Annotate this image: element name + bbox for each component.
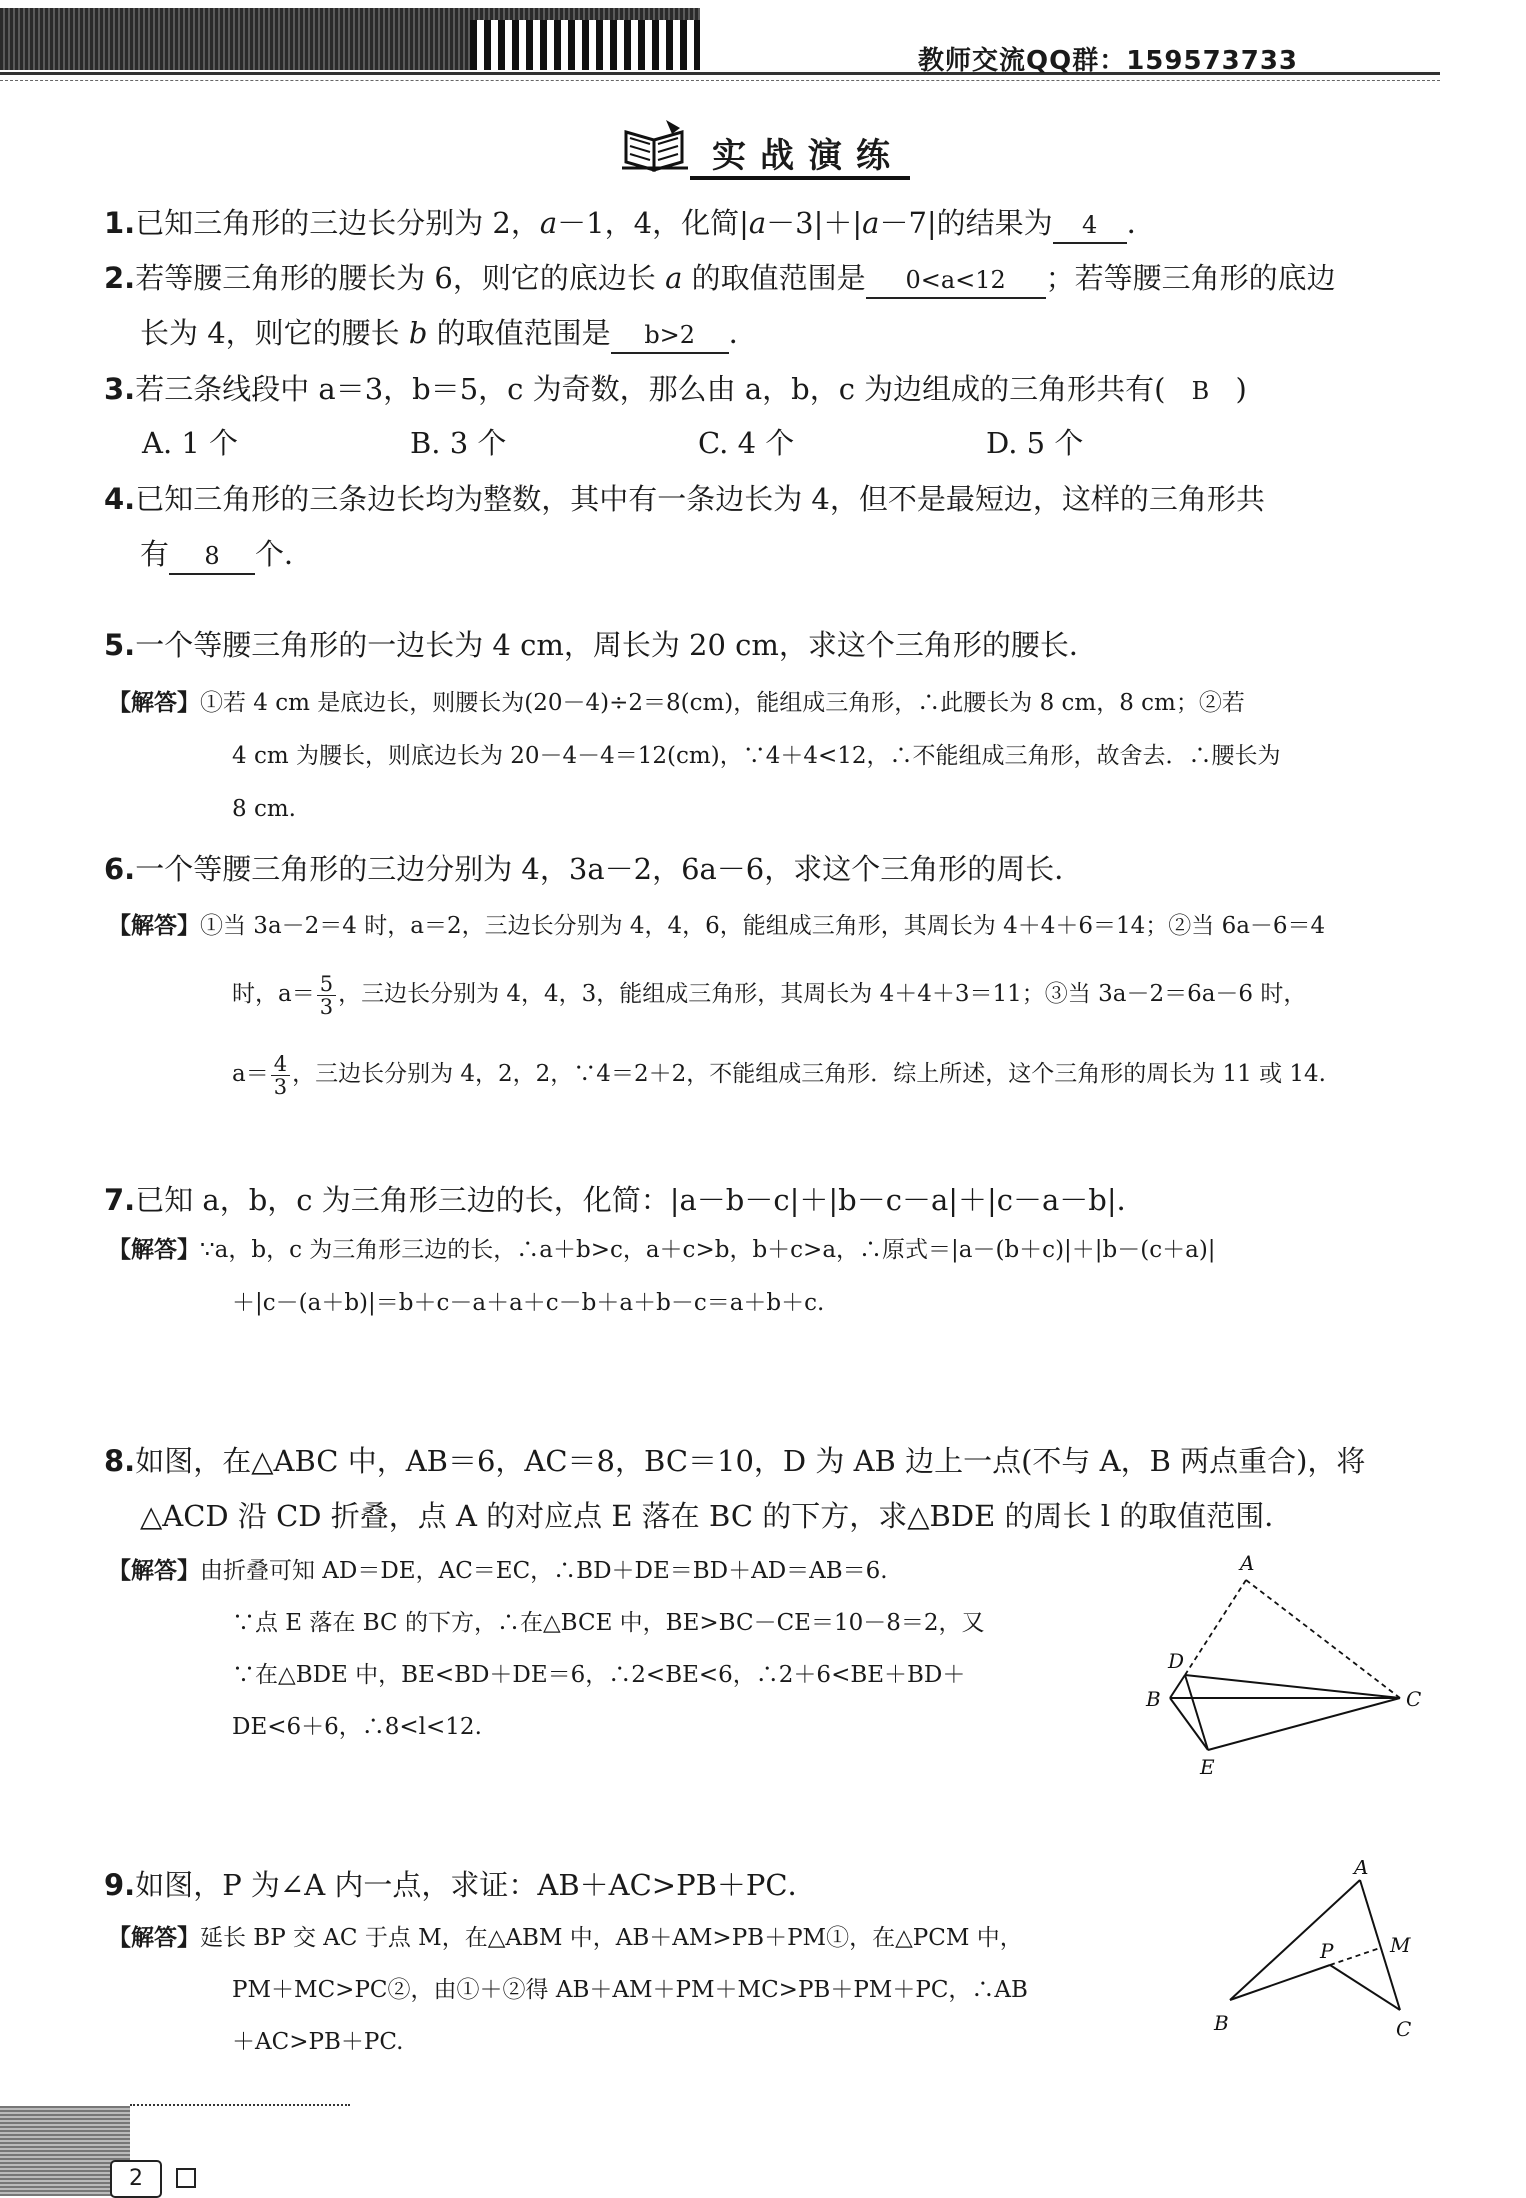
q4-text: 已知三角形的三条边长均为整数，其中有一条边长为 4，但不是最短边，这样的三角形共 (135, 482, 1265, 516)
q2-answer-blank-1: 0<a<12 (866, 263, 1046, 299)
q7-solution-text: ∵a，b，c 为三角形三边的长，∴a＋b>c，a＋c>b，b＋c>a，∴原式＝|a－(b＋c)|＋|b－(c＋a)| (200, 1237, 1216, 1263)
solution-tag: 【解答】 (108, 690, 200, 716)
point-label-c: C (1396, 2017, 1412, 2041)
footer-dotted-line (130, 2104, 350, 2106)
q1-text: －3|＋| (766, 206, 863, 240)
segment-bp (1230, 1965, 1330, 2000)
q4-answer-blank: 8 (169, 539, 255, 575)
qq-group-label: 教师交流QQ群：159573733 (918, 46, 1299, 76)
q6-solution-text: ，三边长分别为 4，2，2，∵4＝2＋2，不能组成三角形．综上所述，这个三角形的周长为 11 或 14. (292, 1061, 1326, 1087)
q3-option-d: D. 5 个 (986, 426, 1084, 460)
q6-solution-line-3 (232, 1048, 1326, 1100)
q2-text: 长为 4，则它的腰长 (140, 316, 409, 350)
q6-solution-text: a＝ (232, 1061, 269, 1087)
q1-text: ． (1126, 206, 1156, 240)
point-label-p: P (1320, 1939, 1334, 1963)
fraction-numerator: 5 (317, 973, 336, 996)
point-label-a: A (1240, 1551, 1255, 1575)
q5-solution-line-3: 8 cm. (232, 796, 296, 822)
q2-text: 若等腰三角形的腰长为 6，则它的底边长 (135, 261, 666, 295)
q2-answer-blank-2: b>2 (611, 318, 729, 354)
question-number: 9. (104, 1868, 136, 1902)
q6-solution-text: 时，a＝ (232, 981, 315, 1007)
header-barcode-stripes (470, 20, 700, 70)
q9-angle-figure (1200, 1860, 1440, 2050)
q4-text: 有 (140, 537, 170, 571)
solution-tag: 【解答】 (108, 1925, 200, 1951)
point-label-b: B (1146, 1687, 1161, 1711)
q2-text: ；若等腰三角形的底边 (1045, 261, 1336, 295)
fraction-four-thirds (271, 1053, 290, 1098)
q7-solution-line-1 (108, 1224, 1216, 1276)
q6-text: 一个等腰三角形的三边分别为 4，3a－2，6a－6，求这个三角形的周长． (135, 852, 1084, 886)
question-8-line-2: △ACD 沿 CD 折叠，点 A 的对应点 E 落在 BC 的下方，求△BDE 的周长 l 的取值范围． (140, 1499, 1294, 1533)
q8-triangle-figure (1130, 1550, 1430, 1780)
segment-pc (1330, 1965, 1400, 2010)
q8-solution-line-3: ∵在△BDE 中，BE<BD＋DE＝6，∴2<BE<6，∴2＋6<BE＋BD＋ (232, 1662, 966, 1688)
q9-solution-text: 延长 BP 交 AC 于点 M，在△ABM 中，AB＋AM>PB＋PM①，在△PCM 中， (200, 1925, 1023, 1951)
question-2-line-2 (140, 306, 758, 360)
point-label-m: M (1390, 1933, 1411, 1957)
q6-solution-text: ，三边长分别为 4，4，3，能组成三角形，其周长为 4＋4＋3＝11；③当 3a－2＝6a－6 时， (338, 981, 1307, 1007)
question-number: 4. (104, 482, 136, 516)
q3-text: 若三条线段中 a＝3，b＝5，c 为奇数，那么由 a，b，c 为边组成的三角形共有( (135, 372, 1166, 406)
q3-option-c: C. 4 个 (698, 426, 795, 460)
q8-text: 如图，在△ABC 中，AB＝6，AC＝8，BC＝10，D 为 AB 边上一点(不与 A，B 两点重合)，将 (135, 1444, 1366, 1478)
point-label-c: C (1406, 1687, 1422, 1711)
question-7 (104, 1173, 1146, 1227)
q7-text: 已知 a，b，c 为三角形三边的长，化简：|a－b－c|＋|b－c－a|＋|c－a－b|． (135, 1183, 1146, 1217)
fraction-denominator: 3 (273, 1074, 288, 1099)
question-3 (104, 362, 1247, 418)
q8-solution-text: 由折叠可知 AD＝DE，AC＝EC，∴BD＋DE＝BD＋AD＝AB＝6. (200, 1558, 888, 1584)
question-2-line-1 (104, 251, 1336, 305)
q5-text: 一个等腰三角形的一边长为 4 cm，周长为 20 cm，求这个三角形的腰长． (135, 628, 1098, 662)
q3-answer: B (1191, 377, 1210, 405)
q1-text: 已知三角形的三边长分别为 2， (135, 206, 540, 240)
question-9 (104, 1858, 817, 1912)
point-label-b: B (1214, 2011, 1229, 2035)
question-number: 2. (104, 261, 136, 295)
segment-db (1170, 1675, 1185, 1698)
section-title: 实战演练 (712, 136, 904, 176)
q2-var: a (665, 261, 683, 295)
question-1 (104, 196, 1156, 250)
segment-ab (1230, 1880, 1360, 2000)
q8-solution-line-2: ∵点 E 落在 BC 的下方，∴在△BCE 中，BE>BC－CE＝10－8＝2，又 (232, 1610, 985, 1636)
q2-text: 的取值范围是 (427, 316, 611, 350)
segment-be (1170, 1698, 1208, 1750)
segment-dc (1185, 1675, 1400, 1698)
segment-ac (1246, 1580, 1400, 1698)
q5-solution-text: ①若 4 cm 是底边长，则腰长为(20－4)÷2＝8(cm)，能组成三角形，∴此腰长为 8 cm，8 cm；②若 (200, 690, 1245, 716)
fraction-numerator: 4 (271, 1053, 290, 1076)
q5-solution-line-2: 4 cm 为腰长，则底边长为 20－4－4＝12(cm)，∵4＋4<12，∴不能组成三角形，故舍去．∴腰长为 (232, 743, 1281, 769)
solution-tag: 【解答】 (108, 1558, 200, 1584)
q8-solution-line-1 (108, 1545, 888, 1597)
segment-pm (1330, 1948, 1380, 1965)
q2-text: ． (728, 316, 758, 350)
question-4-line-1 (104, 472, 1265, 526)
fraction-five-thirds (317, 973, 336, 1018)
question-8-line-1 (104, 1434, 1365, 1488)
q3-option-b: B. 3 个 (410, 426, 507, 460)
section-title-underline (690, 176, 910, 180)
q8-solution-line-4: DE<6＋6，∴8<l<12. (232, 1714, 482, 1740)
q1-answer-blank: 4 (1053, 208, 1127, 244)
question-number: 5. (104, 628, 136, 662)
segment-de (1185, 1675, 1208, 1750)
q9-solution-line-3: ＋AC>PB＋PC. (232, 2029, 404, 2055)
q5-solution-line-1 (108, 677, 1245, 729)
q1-var: a (748, 206, 767, 240)
point-label-a: A (1354, 1860, 1369, 1879)
question-number: 8. (104, 1444, 136, 1478)
header-dashed-divider (0, 80, 1440, 81)
footer-square-icon (176, 2168, 196, 2188)
solution-tag: 【解答】 (108, 1237, 200, 1263)
question-number: 6. (104, 852, 136, 886)
point-label-d: D (1168, 1649, 1185, 1673)
q1-text: －7|的结果为 (879, 206, 1053, 240)
q9-text: 如图，P 为∠A 内一点，求证：AB＋AC>PB＋PC． (135, 1868, 817, 1902)
q3-option-a: A. 1 个 (142, 426, 239, 460)
q3-text: ) (1235, 372, 1247, 406)
q6-solution-text: ①当 3a－2＝4 时，a＝2，三边长分别为 4，4，6，能组成三角形，其周长为 4＋4＋6＝14；②当 6a－6＝4 (200, 913, 1326, 939)
q6-solution-line-2 (232, 968, 1306, 1020)
question-5 (104, 618, 1098, 672)
q9-solution-line-2: PM＋MC>PC②，由①＋②得 AB＋AM＋PM＋MC>PB＋PM＋PC，∴AB (232, 1977, 1028, 2003)
q2-var: b (408, 316, 428, 350)
question-number: 7. (104, 1183, 136, 1217)
question-number: 3. (104, 372, 136, 406)
question-number: 1. (104, 206, 136, 240)
q6-solution-line-1 (108, 900, 1325, 952)
q7-solution-line-2: ＋|c－(a＋b)|＝b＋c－a＋a＋c－b＋a＋b－c＝a＋b＋c. (232, 1290, 825, 1316)
solution-tag: 【解答】 (108, 913, 200, 939)
q9-solution-line-1 (108, 1912, 1023, 1964)
page-number: 2 (110, 2160, 162, 2198)
q2-text: 的取值范围是 (682, 261, 866, 295)
q1-var: a (862, 206, 880, 240)
book-icon (620, 118, 690, 174)
segment-ec (1208, 1698, 1400, 1750)
fraction-denominator: 3 (319, 994, 334, 1019)
segment-ad (1185, 1580, 1246, 1675)
q1-text: －1，4，化简| (557, 206, 749, 240)
question-4-line-2 (140, 527, 313, 581)
question-6 (104, 842, 1083, 896)
point-label-e: E (1200, 1755, 1215, 1779)
q4-text: 个． (255, 537, 314, 571)
q1-var: a (539, 206, 558, 240)
